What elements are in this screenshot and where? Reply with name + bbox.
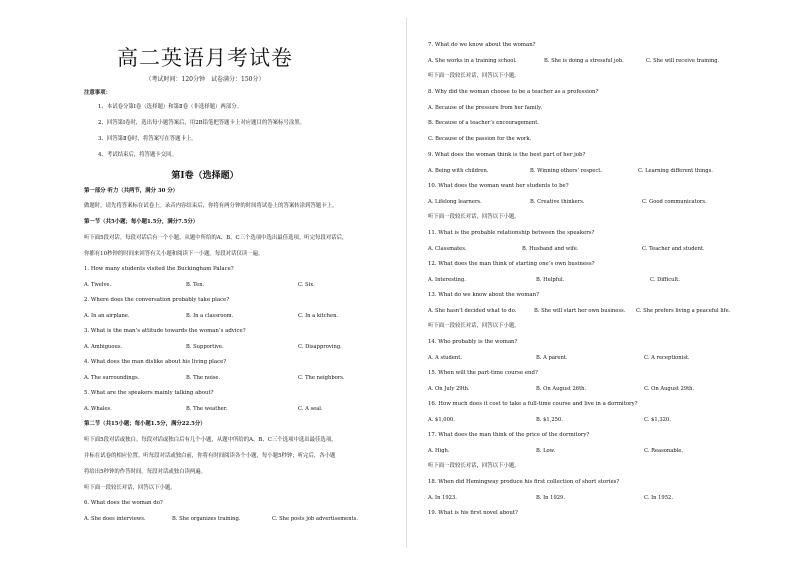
question: 2. Where does the conversation probably take place? xyxy=(84,297,230,303)
option-a: A. On July 29th. xyxy=(428,386,470,392)
option-b: B. Creative thinkers. xyxy=(530,199,585,205)
option-b: B. Ten. xyxy=(186,282,205,288)
listen-instruction: 听下面一段较长对话，回答以下小题。 xyxy=(428,463,520,469)
option-a: A. In an airplane. xyxy=(84,313,130,319)
option-a: A. In 1923. xyxy=(428,495,457,501)
question: 16. How much does it cost to take a full-time course and live in a dormitory? xyxy=(428,401,638,407)
option-c: C. Six. xyxy=(298,282,315,288)
question: 3. What is the man’s attitude towards the woman’s advice? xyxy=(84,328,246,334)
note-item: 4、考试结束后，将答题卡交回。 xyxy=(98,152,177,158)
sec2-heading: 第二节（共15小题；每小题1.5分，满分22.5分） xyxy=(84,421,206,427)
option-a: A. Because of the pressure from her family. xyxy=(428,105,542,111)
option-c: C. Because of the passion for the work. xyxy=(428,136,532,142)
listen-instruction: 听下面一段较长对话，回答以下小题。 xyxy=(428,73,520,79)
option-c: C. In 1952. xyxy=(644,495,673,501)
sec1-intro: 听下面5段对话。每段对话后有一个小题，从题中所给的A、B、C三个选项中选出最佳选项。听完每段对话后， xyxy=(84,235,348,241)
note-item: 1、本试卷分第Ⅰ卷（选择题）和第Ⅱ卷（非选择题）两部分。 xyxy=(98,104,242,110)
question: 6. What does the woman do? xyxy=(84,500,163,506)
option-c: C. Disapproving. xyxy=(298,344,342,350)
option-b: B. Supportive. xyxy=(186,344,224,350)
option-b: B. Helpful. xyxy=(536,277,565,283)
option-b: B. A parent. xyxy=(536,355,568,361)
question: 17. What does the man think of the price of the dormitory? xyxy=(428,432,590,438)
left-column xyxy=(0,0,380,562)
option-a: A. Ambiguous. xyxy=(84,344,123,350)
sec1-intro: 你都有10秒钟的时间来回答有关小题和阅读下一小题。每段对话仅读一遍。 xyxy=(84,251,264,257)
part1-intro: 做题时，请先将答案标在试卷上。录音内容结束后，你将有两分钟的时间将试卷上的答案转涂到答题卡上。 xyxy=(84,203,338,209)
option-b: B. $1,250. xyxy=(536,417,563,423)
notes-heading: 注意事项： xyxy=(84,90,111,96)
question: 5. What are the speakers mainly talking about? xyxy=(84,390,214,396)
sec2-intro: 听下面5段对话或独白。每段对话或独白后有几个小题，从题中所给的A、B、C三个选项中选出最佳选项， xyxy=(84,437,337,443)
part1-heading: 第一部分 听力（共两节，满分 30 分） xyxy=(84,188,178,194)
option-a: A. She works in a training school. xyxy=(428,58,517,64)
option-b: B. She will start her own business. xyxy=(534,308,626,314)
option-c: C. She prefers living a peaceful life. xyxy=(636,308,731,314)
option-a: A. Twelve. xyxy=(84,282,112,288)
option-c: C. On August 29th. xyxy=(644,386,695,392)
option-c: C. She posts job advertisements. xyxy=(272,516,358,522)
option-c: C. In a kitchen. xyxy=(298,313,339,319)
question: 18. When did Hemingway produce his first collection of short stories? xyxy=(428,479,620,485)
question: 14. Who probably is the woman? xyxy=(428,339,518,345)
option-c: C. Good communicators. xyxy=(642,199,707,205)
page-subtitle: （考试时间：120分钟 试卷满分：150分） xyxy=(145,76,265,83)
option-b: B. The weather. xyxy=(186,406,228,412)
option-a: A. A student. xyxy=(428,355,462,361)
question: 9. What does the woman think is the best part of her job? xyxy=(428,152,586,158)
question: 1. How many students visited the Buckingham Palace? xyxy=(84,266,234,272)
sec1-heading: 第一节（共5小题；每小题1.5分，满分7.5分） xyxy=(84,219,199,225)
question: 12. What does the man think of starting one’s own business? xyxy=(428,261,595,267)
option-b: B. She organizes training. xyxy=(172,516,241,522)
option-a: A. Being with children. xyxy=(428,168,489,174)
option-a: A. Interesting. xyxy=(428,277,466,283)
option-a: A. The surroundings. xyxy=(84,375,140,381)
page-title: 高二英语月考试卷 xyxy=(117,46,293,70)
question: 19. What is his first novel about? xyxy=(428,510,518,516)
question: 7. What do we know about the woman? xyxy=(428,42,536,48)
option-c: C. Learning different things. xyxy=(638,168,713,174)
question: 8. Why did the woman choose to be a teacher as a profession? xyxy=(428,89,599,95)
option-b: B. In a classroom. xyxy=(186,313,234,319)
question: 13. What do we know about the woman? xyxy=(428,292,539,298)
option-a: A. Lifelong learners. xyxy=(428,199,482,205)
option-b: B. Because of a teacher’s encouragement. xyxy=(428,120,539,126)
option-c: C. A receptionist. xyxy=(644,355,690,361)
option-c: C. Teacher and student. xyxy=(642,246,705,252)
option-c: C. $1,320. xyxy=(644,417,671,423)
option-c: C. The neighbors. xyxy=(298,375,345,381)
listen-instruction: 听下面一段较长对话，回答以下小题。 xyxy=(428,323,520,329)
column-divider xyxy=(406,18,407,548)
listen-instruction: 听下面一段较长对话，回答以下小题。 xyxy=(84,485,176,491)
option-c: C. Reasonable. xyxy=(644,448,684,454)
option-a: A. High. xyxy=(428,448,450,454)
question: 4. What does the man dislike about his living place? xyxy=(84,359,227,365)
sec2-intro: 将给出5秒钟的作答时间。每段对话或独白读两遍。 xyxy=(84,469,207,475)
option-b: B. Husband and wife. xyxy=(522,246,579,252)
option-c: C. She will receive training. xyxy=(646,58,720,64)
question: 10. What does the woman want her students to be? xyxy=(428,183,569,189)
option-a: A. She hasn’t decided what to do. xyxy=(428,308,517,314)
option-b: B. On August 26th. xyxy=(536,386,587,392)
question: 11. What is the probable relationship between the speakers? xyxy=(428,230,595,236)
option-b: B. She is doing a stressful job. xyxy=(544,58,624,64)
question: 15. When will the part-time course end? xyxy=(428,370,538,376)
note-item: 3、回答第Ⅱ卷时，将答案写在答题卡上。 xyxy=(98,136,197,142)
option-c: C. Difficult. xyxy=(650,277,680,283)
option-b: B. Winning others’ respect. xyxy=(530,168,602,174)
section-title: 第Ⅰ卷（选择题） xyxy=(171,171,239,181)
right-column xyxy=(414,0,794,562)
option-c: C. A seal. xyxy=(298,406,323,412)
note-item: 2、回答第Ⅰ卷时，选出每小题答案后，用2B铅笔把答题卡上对应题目的答案标号涂黑。 xyxy=(98,120,306,126)
sec2-intro: 并标在试卷的相应位置。听每段对话或独白前，你将有时间阅读各个小题，每小题5秒钟；听完后，各小题 xyxy=(84,453,336,459)
option-b: B. The noise. xyxy=(186,375,221,381)
listen-instruction: 听下面一段较长对话，回答以下小题。 xyxy=(428,214,520,220)
option-a: A. Classmates. xyxy=(428,246,467,252)
option-a: A. She does interviews. xyxy=(84,516,146,522)
option-b: B. Low. xyxy=(536,448,556,454)
option-b: B. In 1929. xyxy=(536,495,565,501)
option-a: A. Whales. xyxy=(84,406,112,412)
option-a: A. $1,000. xyxy=(428,417,455,423)
